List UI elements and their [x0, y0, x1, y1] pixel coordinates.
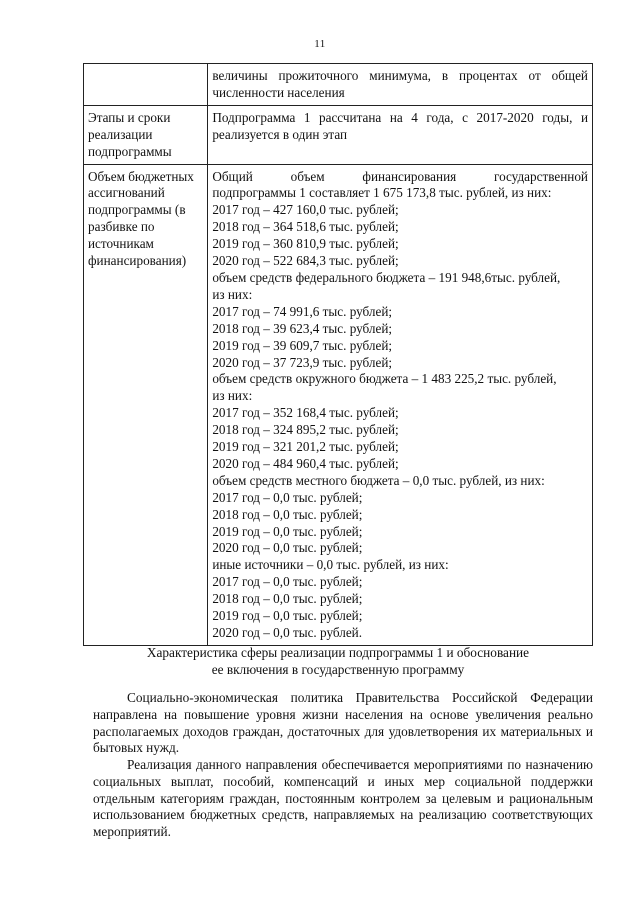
label-cell-empty	[84, 64, 208, 106]
value-line: иные источники – 0,0 тыс. рублей, из них:	[212, 557, 449, 573]
section-heading	[83, 644, 593, 678]
value-line: объем средств окружного бюджета – 1 483 225,2 тыс. рублей,	[212, 371, 557, 387]
subprogram-passport-table	[83, 63, 593, 646]
table-row-budget	[84, 164, 593, 645]
label-line: разбивке по	[88, 219, 155, 235]
value-line: 2019 год – 39 609,7 тыс. рублей;	[212, 337, 393, 353]
value-line: 2018 год – 39 623,4 тыс. рублей;	[212, 320, 393, 336]
value-line: 2020 год – 0,0 тыс. рублей;	[212, 540, 363, 556]
value-cell-budget	[208, 164, 593, 645]
value-line: 2019 год – 0,0 тыс. рублей;	[212, 523, 363, 539]
value-cell-continuation	[208, 64, 593, 106]
value-line: подпрограммы 1 составляет 1 675 173,8 тыс. рублей, из них:	[212, 185, 552, 201]
value-line: 2020 год – 484 960,4 тыс. рублей;	[212, 455, 399, 471]
label-line: реализации	[88, 126, 153, 142]
value-line: 2017 год – 352 168,4 тыс. рублей;	[212, 405, 399, 421]
heading-line: ее включения в государственную программу	[211, 662, 465, 677]
label-line: ассигнований	[88, 185, 165, 201]
value-line: 2020 год – 37 723,9 тыс. рублей;	[212, 354, 393, 370]
table-row-continuation	[84, 64, 593, 106]
label-cell-budget	[84, 164, 208, 645]
value-line: 2020 год – 522 684,3 тыс. рублей;	[212, 253, 399, 269]
value-line: 2019 год – 0,0 тыс. рублей;	[212, 608, 363, 624]
table-row-stages	[84, 105, 593, 164]
paragraph-text: Реализация данного направления обеспечивается мероприятиями по назначению социальных выплат, пособий, компенсаций и иных мер социальной поддержки отдельным категориям граждан, постоянным контролем за целевым и рациональным использованием бюджетных средств, направляемых на реализацию соответствующих мероприятий.	[93, 757, 593, 840]
page-number: 11	[314, 38, 326, 50]
value-line: 2018 год – 324 895,2 тыс. рублей;	[212, 422, 399, 438]
paragraph-text: Социально-экономическая политика Правительства Российской Федерации направлена на повышение уровня жизни населения на основе увеличения реально располагаемых доходов граждан, достаточных для удовлетворения их материальных и бытовых нужд.	[93, 690, 593, 756]
value-line: 2020 год – 0,0 тыс. рублей.	[212, 625, 363, 640]
value-line: объем средств местного бюджета – 0,0 тыс. рублей, из них:	[212, 472, 545, 488]
value-line: величины прожиточного минимума, в процентах от общей	[212, 68, 588, 83]
value-cell-stages	[208, 105, 593, 164]
value-line: 2018 год – 0,0 тыс. рублей;	[212, 506, 363, 522]
value-line: из них:	[212, 388, 253, 404]
value-line: 2019 год – 360 810,9 тыс. рублей;	[212, 236, 399, 252]
value-line: 2017 год – 0,0 тыс. рублей;	[212, 574, 363, 590]
value-line: реализуется в один этап	[212, 126, 348, 142]
label-line: источникам	[88, 236, 154, 252]
value-line: Общий объем финансирования государственной	[212, 168, 588, 184]
value-line: 2018 год – 364 518,6 тыс. рублей;	[212, 219, 399, 235]
label-cell-stages	[84, 105, 208, 164]
label-line: подпрограммы (в	[88, 202, 186, 218]
body-paragraph	[93, 690, 593, 757]
value-line: 2017 год – 74 991,6 тыс. рублей;	[212, 303, 393, 319]
value-line: объем средств федерального бюджета – 191 948,6тыс. рублей,	[212, 269, 561, 285]
value-line: Подпрограмма 1 рассчитана на 4 года, с 2017-2020 годы, и	[212, 109, 588, 125]
label-line: Этапы и сроки	[88, 109, 171, 125]
value-line: 2017 год – 0,0 тыс. рублей;	[212, 489, 363, 505]
label-line: подпрограммы	[88, 143, 172, 159]
label-line: Объем бюджетных	[88, 168, 194, 184]
heading-line: Характеристика сферы реализации подпрограммы 1 и обоснование	[146, 645, 530, 660]
value-line: 2018 год – 0,0 тыс. рублей;	[212, 591, 363, 607]
label-line: финансирования)	[88, 253, 187, 269]
value-line: численности населения	[212, 84, 345, 100]
value-line: 2017 год – 427 160,0 тыс. рублей;	[212, 202, 399, 218]
body-paragraph	[93, 757, 593, 841]
value-line: 2019 год – 321 201,2 тыс. рублей;	[212, 439, 399, 455]
value-line: из них:	[212, 286, 253, 302]
